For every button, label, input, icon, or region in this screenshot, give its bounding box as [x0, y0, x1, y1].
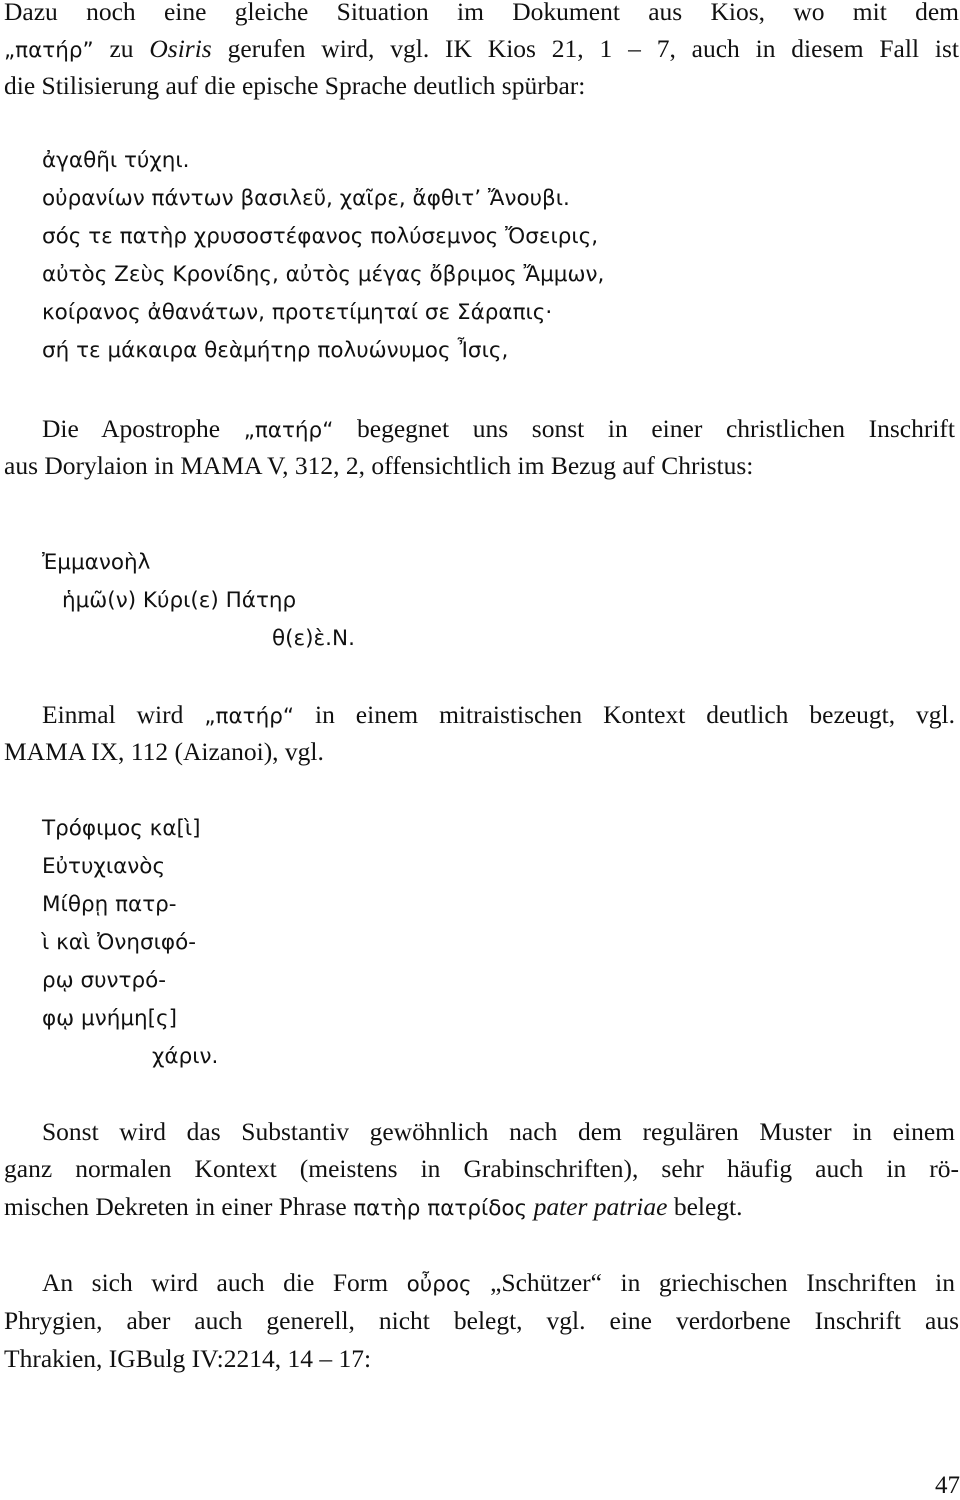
- inscription-3-line-3: Μίθρῃ πατρ-: [42, 892, 177, 917]
- paragraph-3-line-1: Einmal wird „πατήρ“ in einem mitraistischen Kontext deutlich bezeugt, vgl.: [42, 700, 956, 729]
- inscription-1-line-3: σός τε πατὴρ χρυσοστέφανος πολύσεμνος Ὄσειρις,: [42, 224, 599, 249]
- paragraph-1-line-1: Dazu noch eine gleiche Situation im Dokument aus Kios, wo mit dem: [4, 0, 959, 26]
- paragraph-4-line-3: mischen Dekreten in einer Phrase πατὴρ πατρίδος pater patriae belegt.: [4, 1192, 743, 1221]
- inscription-1-line-4: αὐτὸς Ζεὺς Κρονίδης, αὐτὸς μέγας ὄβριμος Ἄμμων,: [42, 262, 605, 287]
- inscription-1-line-6: σή τε μάκαιρα θεὰμήτηρ πολυώνυμος Ἶσις,: [42, 338, 509, 363]
- paragraph-1-line-2: „πατήρ” zu Osiris gerufen wird, vgl. IK Kios 21, 1 – 7, auch in diesem Fall ist: [4, 34, 959, 63]
- paragraph-2-line-1: Die Apostrophe „πατήρ“ begegnet uns sonst in einer christlichen Inschrift: [42, 414, 955, 443]
- inscription-3-line-6: φῳ μνήμη[ς]: [42, 1006, 178, 1031]
- inscription-3-line-2: Εὐτυχιανὸς: [42, 854, 166, 879]
- page-number: 47: [935, 1472, 960, 1499]
- inscription-3-line-7: χάριν.: [152, 1044, 219, 1069]
- inscription-3-line-4: ὶ καὶ Ὀνησιφό-: [42, 930, 196, 955]
- paragraph-5-line-3: Thrakien, IGBulg IV:2214, 14 – 17:: [4, 1344, 372, 1373]
- paragraph-5-line-1: An sich wird auch die Form οὖρος „Schützer“ in griechischen Inschriften in: [42, 1268, 955, 1297]
- inscription-3-line-1: Τρόφιμος κα[ὶ]: [42, 816, 201, 841]
- paragraph-1-line-3: die Stilisierung auf die epische Sprache deutlich spürbar:: [4, 71, 586, 100]
- paragraph-3-line-2: MAMA IX, 112 (Aizanoi), vgl.: [4, 737, 324, 766]
- paragraph-4-line-2: ganz normalen Kontext (meistens in Grabinschriften), sehr häufig auch in rö-: [4, 1154, 959, 1183]
- inscription-2-line-2: ἡμῶ(ν) Κύρι(ε) Πάτηρ: [62, 588, 297, 613]
- inscription-2-line-1: Ἐμμανοὴλ: [42, 550, 151, 575]
- paragraph-4-line-1: Sonst wird das Substantiv gewöhnlich nach dem regulären Muster in einem: [42, 1117, 955, 1146]
- paragraph-5-line-2: Phrygien, aber auch generell, nicht belegt, vgl. eine verdorbene Inschrift aus: [4, 1306, 959, 1335]
- inscription-1-line-1: ἀγαθῆι τύχηι.: [42, 148, 190, 173]
- inscription-3-line-5: ρῳ συντρό-: [42, 968, 167, 993]
- inscription-1-line-2: οὐρανίων πάντων βασιλεῦ, χαῖρε, ἄφθιτ’ Ἄνουβι.: [42, 186, 570, 211]
- paragraph-2-line-2: aus Dorylaion in MAMA V, 312, 2, offensichtlich im Bezug auf Christus:: [4, 451, 754, 480]
- inscription-2-line-3: θ(ε)ὲ.Ν.: [272, 626, 355, 651]
- inscription-1-line-5: κοίρανος ἀθανάτων, προτετίμηταί σε Σάραπις·: [42, 300, 553, 325]
